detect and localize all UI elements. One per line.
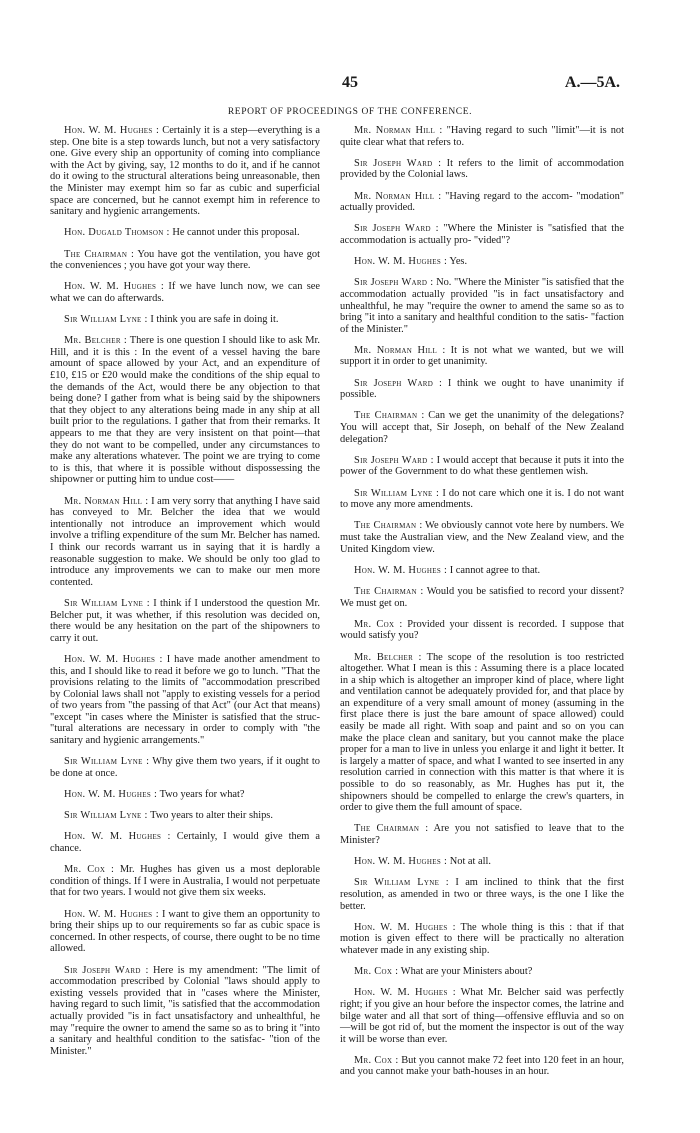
speech-paragraph [340, 158, 624, 181]
speech-text: I want to give them an opportunity to bring their ships up to our requirements so far as cubic space is concerned. In other respects, of course, there ought to be no time allowed. [50, 908, 320, 955]
speaker-name: Mr. Belcher : [354, 651, 422, 663]
speech-paragraph [50, 598, 320, 644]
speech-paragraph [340, 345, 624, 368]
speaker-name: Mr. Norman Hill : [64, 495, 149, 507]
speaker-name: Sir William Lyne : [64, 756, 150, 768]
speaker-name: Hon. W. M. Hughes : [64, 125, 160, 136]
speech-text: I have made another amendment to this, and I should like to read it before we go to lunch. "That the provisions relating to the limits of "accommodation prescribed by Colonial laws shall not "apply to existing vessels for a period of two years from "the passing of that Act" (our Act that means) "except "in cases where the Minister is satisfied that the struc- "tural alterations are necessary in order to comply with "the sanitary and hygienic arrangements." [50, 653, 320, 747]
speech-paragraph [50, 909, 320, 955]
speech-paragraph [340, 1055, 624, 1078]
speaker-name: Hon. W. M. Hughes : [354, 856, 448, 868]
speaker-name: Sir Joseph Ward : [354, 157, 442, 169]
speaker-name: Sir Joseph Ward : [64, 964, 149, 976]
speech-paragraph [50, 654, 320, 747]
left-column [50, 125, 320, 1067]
speech-text: The whole thing is this : that if that motion is given effect to there will be practically no alteration whatever made in any existing ship. [340, 921, 624, 956]
speech-paragraph [340, 966, 624, 978]
speaker-name: Mr. Cox : [354, 966, 399, 978]
speech-paragraph [340, 619, 624, 642]
speaker-name: Hon. Dugald Thomson : [64, 227, 170, 239]
speaker-name: Hon. W. M. Hughes : [354, 256, 448, 268]
speech-paragraph [340, 191, 624, 214]
speech-text: Would you be satisfied to record your dissent? We must get on. [340, 585, 624, 609]
speech-text: "Having regard to such "limit"—it is not quite clear what that refers to. [340, 125, 624, 148]
speech-text: "Having regard to the accom- "modation" actually provided. [340, 190, 625, 214]
document-code: A.—5A. [564, 74, 620, 91]
speaker-name: The Chairman : [64, 248, 135, 260]
speech-text: Not at all. [449, 856, 492, 868]
speech-text: He cannot under this proposal. [172, 227, 300, 239]
speaker-name: Sir William Lyne : [354, 487, 440, 499]
speech-text: I think you are safe in doing it. [150, 314, 279, 326]
speech-text: There is one question I should like to ask Mr. Hill, and it is this : In the event of a vessel having the bare amount of space allowed by your Act, and an expenditure of £10, £15 or £20 would make the conditions of the ship equal to the demands of the Act, would there be any objection to that being done? I gather from what is being said by the shipowners that they object to any alterations being made in any ship at all built prior to the regulations. I gather that from their remarks. It appears to me that they are very insistent on that point—that they do not want to be compelled, under any circumstances to make any alterations whatever. The point we are trying to come to is this, that where it is possible without dispossessing the shipowner or putting him to undue cost—— [50, 335, 320, 486]
speech-paragraph [50, 810, 320, 822]
speech-text: I am inclined to think that the first resolution, as amended in two or three ways, is the one I like the better. [340, 877, 624, 912]
speaker-name: Hon. W. M. Hughes : [354, 564, 448, 576]
speaker-name: The Chairman : [354, 410, 425, 422]
speech-paragraph [340, 223, 624, 246]
speaker-name: Mr. Cox : [64, 864, 115, 876]
speaker-name: The Chairman : [354, 520, 423, 532]
speech-text: Are you not satisfied to leave that to the Minister? [340, 823, 624, 846]
speech-text: Two years to alter their ships. [150, 810, 273, 822]
speech-paragraph [50, 249, 320, 272]
speech-paragraph [340, 488, 624, 511]
speech-text: What Mr. Belcher said was perfectly right; if you give an hour before the inspector comes, the latrine and bilge water and all that sort of thing—offensive effluvia and so on—will be got rid of, but the moment the inspector is out of the way it will be worse than ever. [340, 987, 624, 1045]
speech-text: "Where the Minister is "satisfied that the accommodation is actually pro- "vided"? [340, 223, 624, 246]
speech-text: Can we get the unanimity of the delegations? You will accept that, Sir Joseph, on behalf of the New Zealand delegation? [340, 410, 624, 445]
speech-text: I think if I understood the question Mr. Belcher put, it was whether, if this resolution was decided on, there would be any hesitation on the part of the shipowners to carry it out. [50, 597, 320, 644]
speech-text: Mr. Hughes has given us a most deplorable condition of things. If I were in Australia, I would not perpetuate that for two years. I would not give them six weeks. [50, 864, 320, 899]
speech-text: Here is my amendment: "The limit of accommodation prescribed by Colonial "laws should apply to existing vessels provided that in "cases where the Minister, having regard to such limit, "is satisfied that the accommodation actually provided "is in fact unsatisfactory and unhealthful, he may "require the owner to amend the same so as to bring it "into a sanitary and healthful condition to the satisfac- "tion of the Minister." [50, 964, 320, 1057]
speech-paragraph [50, 227, 320, 239]
speech-paragraph [50, 496, 320, 589]
speech-paragraph [340, 652, 624, 814]
speaker-name: Hon. W. M. Hughes : [354, 921, 456, 933]
speech-paragraph [340, 277, 624, 335]
speech-text: You have got the ventilation, you have got the conveniences ; you have got your way there. [50, 248, 321, 272]
speech-paragraph [50, 756, 320, 779]
speech-text: But you cannot make 72 feet into 120 feet in an hour, and you cannot make your bath-houses in an hour. [340, 1054, 624, 1078]
speaker-name: Hon. W. M. Hughes : [64, 653, 163, 665]
speaker-name: Sir William Lyne : [64, 597, 150, 609]
speech-paragraph [340, 856, 624, 868]
speaker-name: Sir Joseph Ward : [354, 377, 443, 389]
speech-paragraph [340, 823, 624, 846]
speech-text: Certainly, I would give them a chance. [50, 831, 320, 854]
speech-text: We obviously cannot vote here by numbers. We must take the Australian view, and the New Zealand view, and the United Kingdom view. [340, 520, 624, 555]
speech-text: I do not care which one it is. I do not want to move any more amendments. [340, 487, 624, 511]
speech-text: Two years for what? [159, 789, 245, 801]
speech-paragraph [340, 987, 624, 1045]
speaker-name: The Chairman : [354, 823, 429, 835]
speaker-name: The Chairman : [354, 585, 424, 597]
speaker-name: Hon. W. M. Hughes : [354, 987, 456, 999]
speech-text: It refers to the limit of accommodation provided by the Colonial laws. [340, 157, 624, 181]
speech-paragraph [50, 864, 320, 899]
speech-paragraph [50, 281, 320, 304]
speaker-name: Sir Joseph Ward : [354, 223, 439, 235]
speaker-name: Hon. W. M. Hughes : [64, 281, 165, 293]
speaker-name: Hon. W. M. Hughes : [64, 789, 158, 801]
speaker-name: Mr. Cox : [354, 1054, 399, 1066]
speech-paragraph [340, 520, 624, 555]
speaker-name: Mr. Norman Hill : [354, 344, 446, 356]
speech-text: Certainly it is a step—everything is a step. One bite is a step towards lunch, but not a very satisfactory one. Give every ship an opportunity of coming into compliance with the Act by giving, say, 12 months to do it, and if he cannot do it owing to the structural alterations being unreasonable, then the Minister may exempt him so far as cubic and superficial space are concerned, but he cannot exempt him in reference to sanitary and hygienic arrangements. [50, 125, 320, 218]
speech-paragraph [340, 256, 624, 268]
speaker-name: Mr. Belcher : [64, 335, 128, 347]
speech-text: Why give them two years, if it ought to be done at once. [50, 756, 320, 779]
running-header: REPORT OF PROCEEDINGS OF THE CONFERENCE. [227, 107, 473, 117]
speaker-name: Hon. W. M. Hughes : [64, 908, 159, 920]
speech-paragraph [50, 965, 320, 1058]
speech-text: I think we ought to have unanimity if possible. [340, 377, 624, 401]
speech-paragraph [50, 125, 320, 218]
speaker-name: Hon. W. M. Hughes : [64, 831, 171, 843]
speech-paragraph [340, 125, 624, 148]
speech-text: The scope of the resolution is too restricted altogether. What I mean is this : Assuming there is a place located in a ship which is altogether an improper kind of place, where light and ventilation cannot be adequately provided for, and that place by an expenditure of a very small amount of money (assuming in the first place there is just the bare amount of space allowed) could easily be made all right. With soap and paint and so on you can make the place clean and sanitary, but you cannot make the place proper for a man to live in unless you enlarge it and light it better. It is largely a matter of space, and what I wanted to see inserted in any resolution carried in connection with this matter is that where it is possible to do so reasonably, as Mr. Hughes has put it, the shipowners should be compelled to enlarge the crew's quarters, in order to give them the full amount of space. [340, 651, 624, 814]
speech-text: What are your Ministers about? [400, 966, 533, 978]
right-column [340, 125, 624, 1088]
speech-text: Yes. [449, 256, 468, 268]
speaker-name: Mr. Cox : [354, 618, 403, 630]
speech-text: No. "Where the Minister "is satisfied that the accommodation actually provided "is in fact unsatisfactory and unhealthful, he may "require the owner to amend the same so as to bring "it into a sanitary and healthful condition to the satis- "faction of the Minister." [340, 277, 624, 335]
speech-text: I am very sorry that anything I have said has conveyed to Mr. Belcher the idea that we would intentionally not introduce an improvement which would involve a trifling expenditure of the sum Mr. Belcher has named. I think our records warrant us in saying that it is hardly a reasonable suggestion to make. We should be only too glad to introduce any improvements we can to make our men more contented. [50, 495, 320, 588]
speaker-name: Sir William Lyne : [64, 810, 148, 822]
speech-paragraph [340, 586, 624, 609]
speech-paragraph [50, 314, 320, 326]
speaker-name: Mr. Norman Hill : [354, 125, 443, 136]
speaker-name: Sir William Lyne : [354, 877, 449, 889]
speech-paragraph [50, 831, 320, 854]
speech-paragraph [50, 789, 320, 801]
speaker-name: Mr. Norman Hill : [354, 190, 442, 202]
speaker-name: Sir William Lyne : [64, 314, 148, 326]
speech-text: I would accept that because it puts it into the power of the Government to do what these gentlemen wish. [340, 454, 624, 478]
speech-paragraph [340, 877, 624, 912]
speech-paragraph [340, 565, 624, 577]
speech-text: It is not what we wanted, but we will support it in order to get unanimity. [340, 344, 624, 368]
page-number: 45 [342, 74, 358, 91]
speech-paragraph [340, 410, 624, 445]
speech-paragraph [50, 335, 320, 486]
speech-text: If we have lunch now, we can see what we can do afterwards. [50, 281, 320, 304]
speech-text: I cannot agree to that. [449, 564, 541, 576]
speaker-name: Sir Joseph Ward : [354, 454, 434, 466]
speech-text: Provided your dissent is recorded. I suppose that would satisfy you? [340, 618, 624, 642]
speech-paragraph [340, 922, 624, 957]
speech-paragraph [340, 378, 624, 401]
speech-paragraph [340, 455, 624, 478]
speaker-name: Sir Joseph Ward : [354, 277, 434, 289]
